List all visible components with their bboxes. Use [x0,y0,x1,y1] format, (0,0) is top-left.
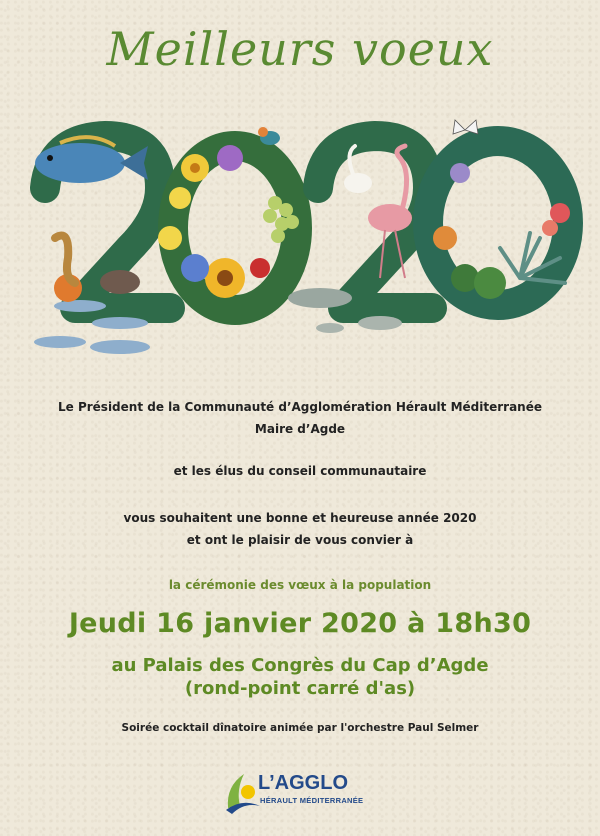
page-title: Meilleurs voeux [106,22,494,76]
ceremony-line: la cérémonie des vœux à la population [168,578,432,592]
year-2020-illustration [20,118,600,363]
agglo-logo-mark [222,768,262,816]
venue-line: au Palais des Congrès du Cap d’Agde [111,655,489,676]
wishes-line: vous souhaitent une bonne et heureuse année 2020 [123,511,477,525]
venue-address: (rond-point carré d'as) [184,678,416,699]
cocktail-note: Soirée cocktail dînatoire animée par l'orchestre Paul Selmer [121,722,479,734]
agglo-logo-name: L’AGGLO [258,772,348,794]
butterfly-illustration [453,120,478,134]
council-line: et les élus du conseil communautaire [173,464,427,478]
agglo-logo-subtitle: HÉRAULT MÉDITERRANÉE [260,796,364,805]
invite-line: et ont le plaisir de vous convier à [186,533,414,547]
agglo-logo [222,768,382,816]
president-line: Le Président de la Communauté d’Agglomération Hérault Méditerranée [57,400,542,414]
mayor-line: Maire d’Agde [254,422,346,436]
event-date: Jeudi 16 janvier 2020 à 18h30 [68,608,532,639]
